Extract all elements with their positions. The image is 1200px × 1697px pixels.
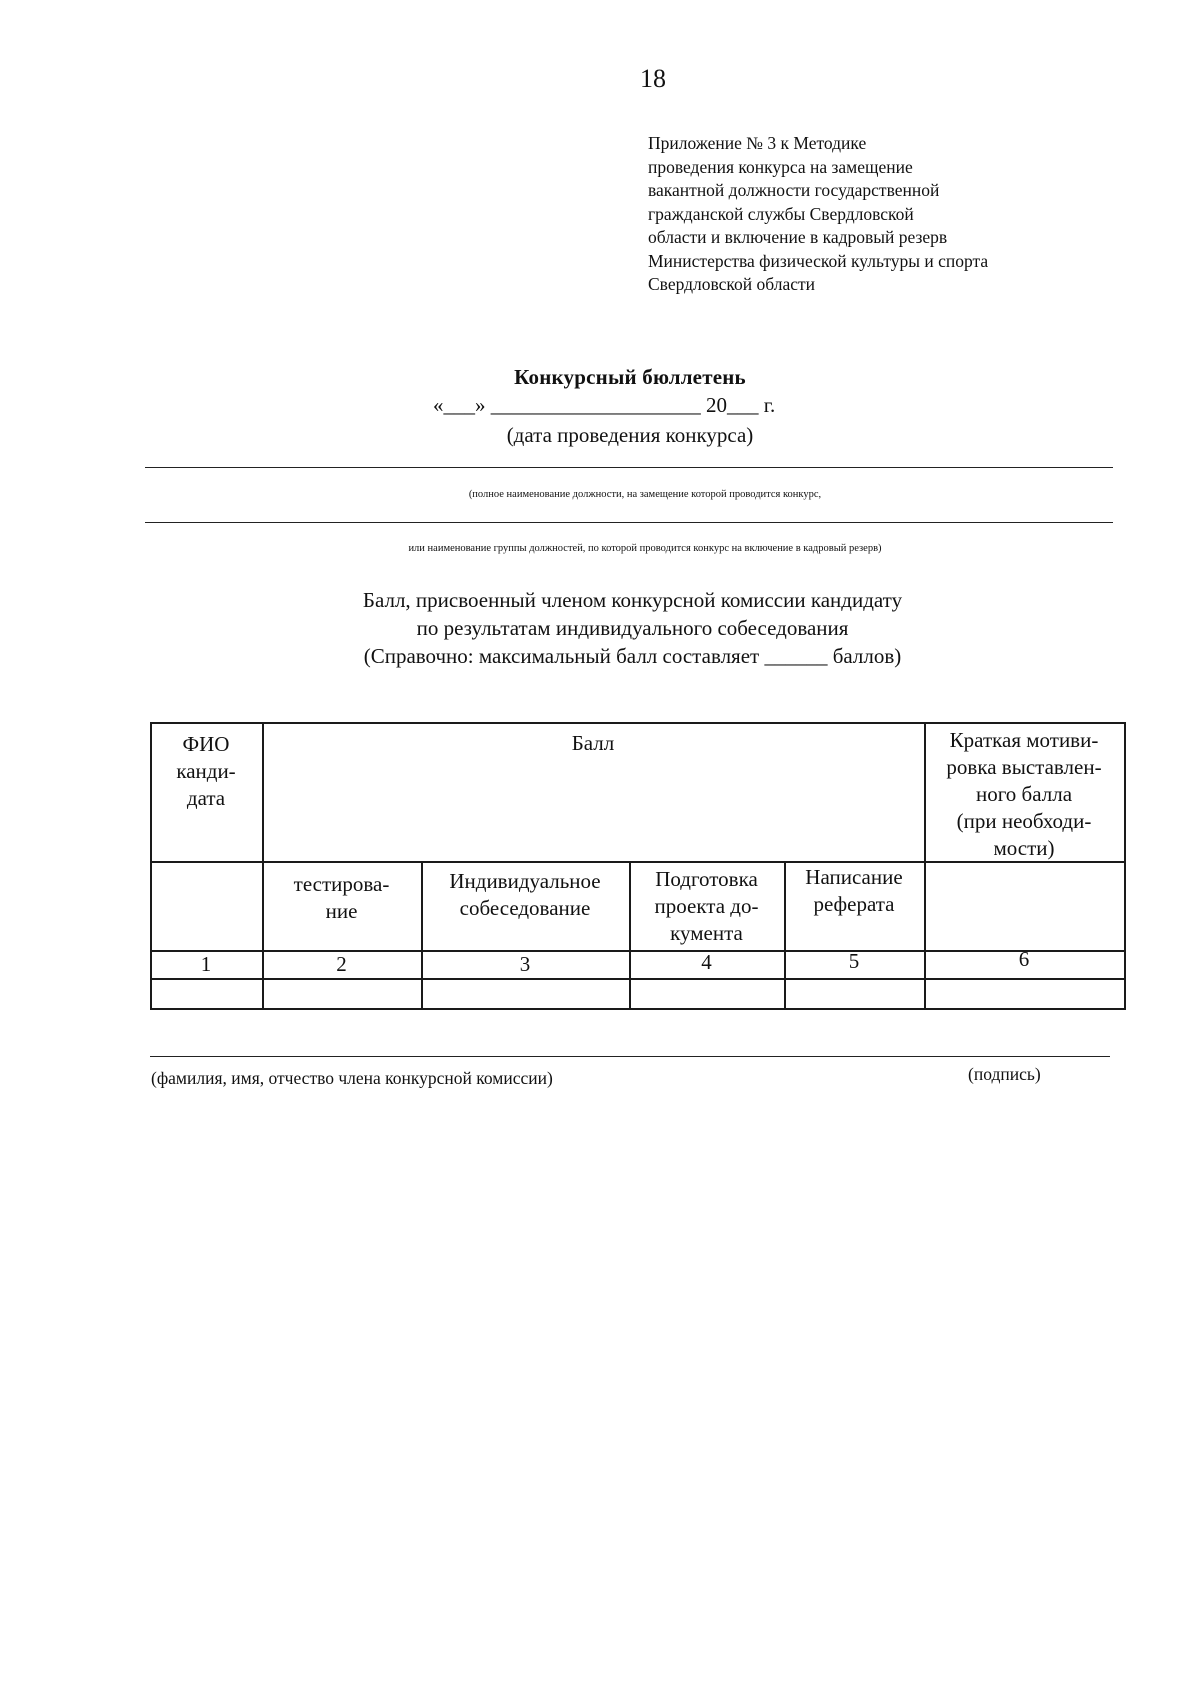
subheader-document-line: Подготовка	[655, 867, 758, 891]
appendix-line: Министерства физической культуры и спорта	[648, 250, 989, 271]
member-name-caption: (фамилия, имя, отчество члена конкурсной комиссии)	[151, 1068, 553, 1088]
header-fio-line: дата	[186, 786, 226, 810]
group-caption: или наименование группы должностей, по которой проводится конкурс на включение в кадровый резерв)	[408, 543, 882, 554]
subheader-essay-line: Написание	[805, 865, 903, 889]
ballot-title: Конкурсный бюллетень	[514, 365, 746, 389]
column-number: 3	[519, 952, 531, 976]
score-heading-line: (Справочно: максимальный балл составляет ______ баллов)	[363, 644, 902, 668]
page-number: 18	[640, 64, 666, 93]
header-fio	[150, 731, 262, 812]
header-motivation-line: ного балла	[975, 782, 1073, 806]
subheader-testing-line: тестирова-	[293, 872, 390, 896]
appendix-line: проведения конкурса на замещение	[648, 156, 913, 177]
appendix-line: Приложение № 3 к Методике	[648, 133, 867, 153]
header-motivation-line: (при необходи-	[956, 809, 1092, 833]
subheader-testing-line: ние	[325, 899, 358, 923]
subheader-document-line: кумента	[670, 921, 743, 945]
header-motivation	[924, 727, 1124, 862]
table-border-top	[150, 722, 1126, 724]
subheader-interview-line: собеседование	[459, 896, 591, 920]
column-number: 2	[336, 952, 347, 976]
subheader-essay	[784, 864, 924, 918]
table-border-right	[1124, 722, 1126, 1010]
column-number: 1	[200, 952, 212, 976]
subheader-testing	[262, 871, 421, 925]
subheader-interview-line: Индивидуальное	[449, 869, 601, 893]
score-heading-line: по результатам индивидуального собеседования	[416, 616, 849, 640]
date-caption: (дата проведения конкурса)	[506, 423, 754, 447]
column-number: 4	[701, 950, 712, 974]
appendix-line: Свердловской области	[648, 274, 816, 294]
header-score: Балл	[571, 731, 615, 755]
appendix-line: области и включение в кадровый резерв	[648, 227, 948, 247]
table-border-bottom	[150, 1008, 1126, 1010]
position-caption: (полное наименование должности, на замещение которой проводится конкурс,	[468, 489, 822, 500]
subheader-essay-line: реферата	[813, 892, 895, 916]
subheader-document	[629, 866, 784, 947]
column-number: 6	[1018, 947, 1030, 971]
column-number: 5	[848, 949, 860, 973]
signature-line	[150, 1056, 1110, 1057]
signature-caption: (подпись)	[968, 1064, 1041, 1084]
appendix-line: вакантной должности государственной	[648, 180, 940, 200]
score-heading-line: Балл, присвоенный членом конкурсной комиссии кандидату	[362, 588, 903, 612]
header-motivation-line: Краткая мотиви-	[949, 728, 1099, 752]
subheader-interview	[421, 868, 629, 922]
date-line: «___» ____________________ 20___ г.	[433, 393, 776, 417]
header-fio-line: ФИО	[182, 732, 230, 756]
header-motivation-line: ровка выставлен-	[946, 755, 1102, 779]
subheader-document-line: проекта до-	[654, 894, 759, 918]
header-motivation-line: мости)	[993, 836, 1055, 860]
header-fio-line: канди-	[176, 759, 236, 783]
appendix-line: гражданской службы Свердловской	[648, 203, 914, 224]
table-numbers-divider	[150, 978, 1126, 980]
